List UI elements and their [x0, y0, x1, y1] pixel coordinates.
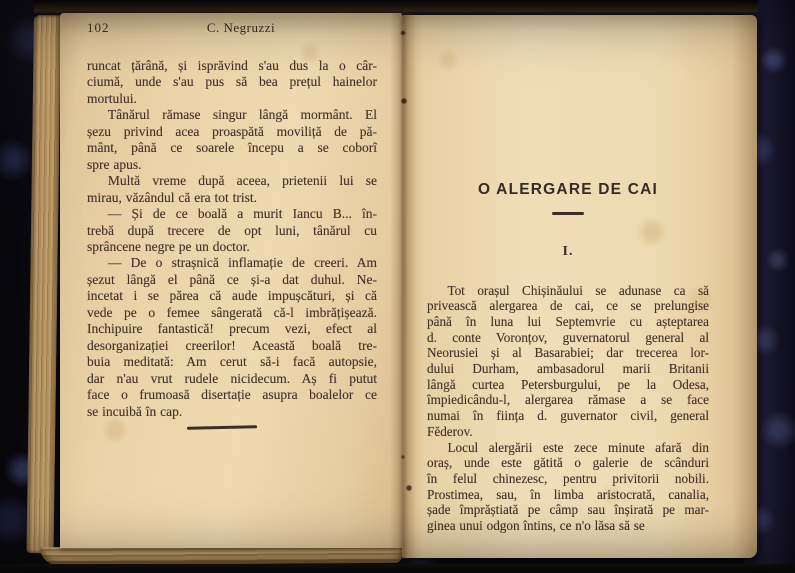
chapter-opening — [427, 181, 709, 534]
text-line: dar n'au vrut rudele nicidecum. Aș fi putut — [87, 370, 377, 386]
text-line: se incuibă în cap. — [87, 403, 183, 419]
left-page — [60, 13, 402, 548]
text-line: runcat țărână, și isprăvind s'au dus la o câr- — [87, 58, 377, 73]
text-line: Multă vreme după aceea, prietenii lui se — [107, 173, 377, 189]
text-line: până în luna lui Septemvrie cu așteptarea — [427, 313, 709, 329]
text-line: spre apus. — [87, 156, 142, 172]
text-line: în felul chinezesc, pentru privitorii nobili. — [427, 470, 709, 486]
text-line: Fĕderov. — [427, 423, 473, 439]
text-line: șade împrăștiată pe câmp sau înșirată pe mar- — [427, 502, 709, 518]
page-header — [87, 20, 377, 38]
text-line: Inchipuire fantastică! precum vezi, efect al — [87, 321, 377, 337]
page-number: 102 — [87, 20, 110, 35]
book-bottom-edge — [0, 564, 795, 573]
text-line: Tot orașul Chișinăului se adunase ca să — [447, 282, 709, 298]
text-line: Tânărul rămase singur lângă mormânt. El — [107, 107, 377, 123]
running-header: C. Negruzzi — [206, 20, 276, 35]
text-line: șezu privind acea proaspătă moviliță de pă- — [87, 123, 377, 139]
right-page — [402, 15, 757, 558]
paragraph — [427, 440, 709, 534]
text-line: privească alergarea de cai, ce se prelungise — [427, 298, 709, 314]
text-line: mânt, până ce soarele începu a se coborî — [87, 140, 377, 156]
text-line: trebă după trecere de opt luni, tânărul cu — [87, 222, 377, 238]
text-line: buia meditată: Am cerut să-i facă autopsie, — [87, 354, 377, 370]
text-line: face o frumoasă disertație asupra boalelor ce — [87, 387, 377, 403]
text-line: incetat i se părea că aude impușcături, și că — [87, 288, 377, 304]
left-page-text — [87, 58, 377, 428]
paragraph — [87, 206, 377, 255]
paragraph — [87, 255, 377, 420]
text-line: lângă curtea Petersburgului, pe la Odesa, — [427, 376, 709, 392]
text-line: d. conte Voronțov, guvernatorul general al — [427, 329, 709, 345]
paragraph — [87, 58, 377, 107]
text-line: ginea unui odgon întins, ce n'o lăsa să se — [427, 518, 645, 534]
text-line: sprâncene negre pe un doctor. — [87, 238, 250, 254]
text-line: ciumă, unde s'au pus să bea prețul hainelor — [87, 74, 377, 90]
text-line: dului Durham, ambasadorul marii Britanii — [427, 361, 709, 377]
paragraph — [87, 107, 377, 173]
book-top-edge — [34, 0, 758, 14]
text-line: împiedicându-l, alergarea rămase a se face — [427, 392, 709, 408]
paragraph — [87, 173, 377, 206]
right-page-text — [427, 283, 709, 534]
text-line: Prostimea, sau, în limba aristocrată, canalia, — [427, 486, 709, 502]
text-line: mortului. — [87, 90, 137, 106]
text-line: oraș, unde este gătită o galerie de scânduri — [427, 455, 709, 471]
section-divider-rule — [187, 425, 257, 429]
text-line: numai în ființa d. guvernator civil, general — [427, 408, 709, 424]
text-line: desorganizației creerilor! Această boală tre- — [87, 337, 377, 353]
page-fore-edges-left — [26, 15, 61, 553]
text-line: — Și de ce boală a murit Iancu B... în- — [107, 206, 377, 222]
text-line: Neorusiei și al Basarabiei; dar trecerea lor- — [427, 345, 709, 361]
text-line: — De o strașnică inflamație de creeri. Am — [107, 255, 377, 271]
chapter-title: O ALERGARE DE CAI — [477, 181, 658, 198]
title-divider-rule — [552, 212, 584, 215]
text-line: șezut lângă el până ce și-a dat duhul. Ne- — [87, 271, 377, 287]
text-line: mirau, văzândul că era tot trist. — [87, 189, 258, 205]
section-numeral: I. — [562, 243, 574, 259]
text-line: Locul alergării este zece minute afară din — [447, 439, 709, 455]
paragraph — [427, 283, 709, 440]
text-line: vede pe o femee sângerată că-l imbrățișează. — [87, 304, 377, 320]
